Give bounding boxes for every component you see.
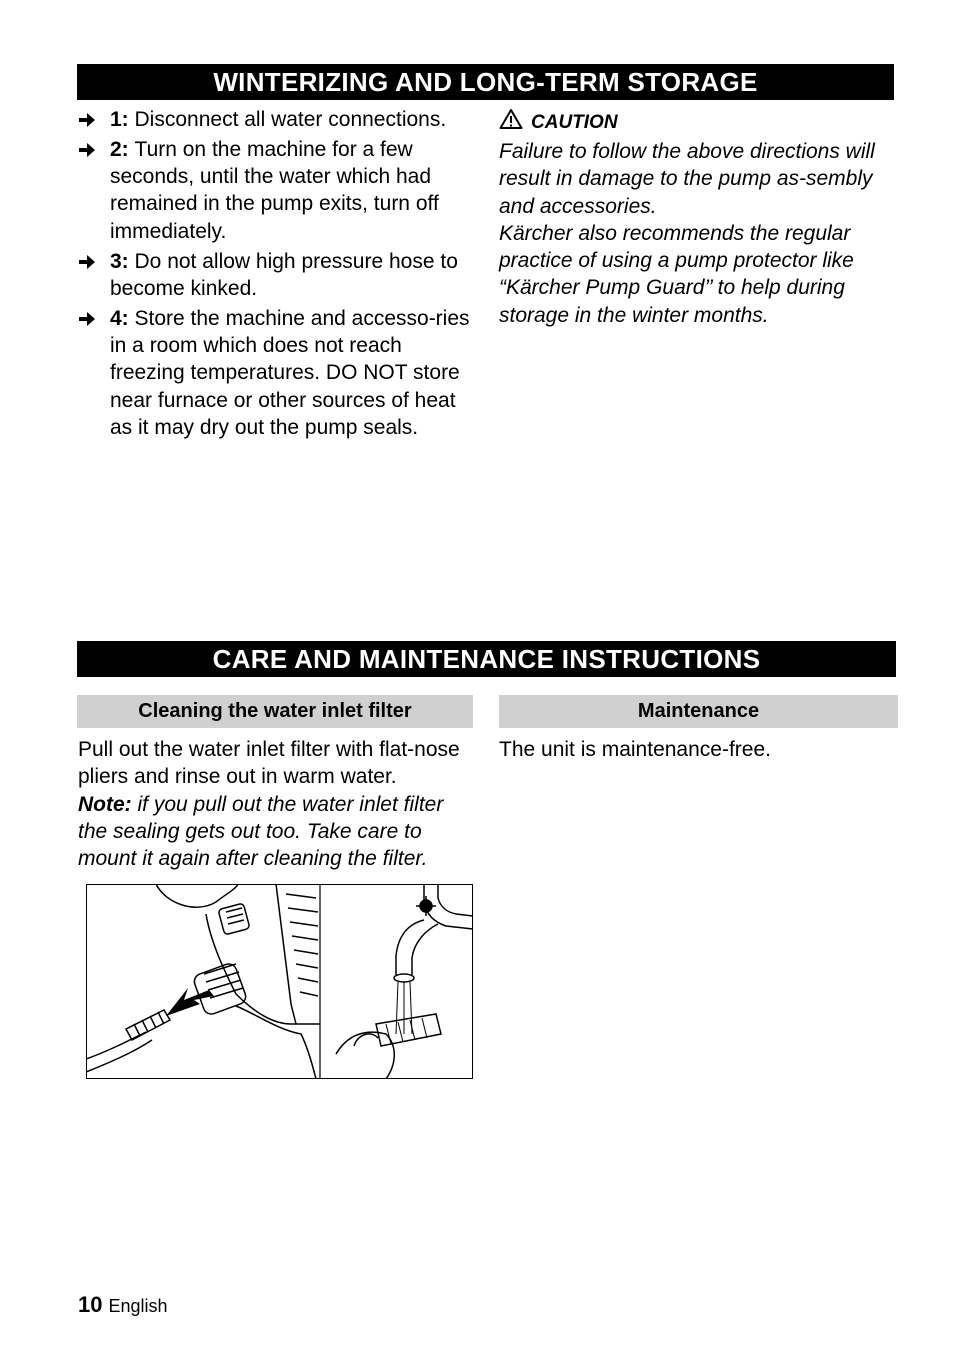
page-footer xyxy=(78,1292,168,1318)
list-item xyxy=(78,305,478,441)
subheading-maintenance: Maintenance xyxy=(499,695,898,728)
arrow-right-icon xyxy=(78,248,100,270)
list-item xyxy=(78,248,478,303)
arrow-right-icon xyxy=(78,106,100,128)
step-text: Store the machine and accesso-ries in a room which does not reach freezing temperatures. DO NOT store near furnace or other sources of heat as it may dry out the pump seals. xyxy=(110,306,470,440)
caution-recommendation: Kärcher also recommends the regular practice of using a pump protector like “Kärcher Pump Guard’’ to help during storage in the winter months. xyxy=(499,221,854,327)
maintenance-text: The unit is maintenance-free. xyxy=(499,738,771,761)
page-number: 10 xyxy=(78,1292,103,1317)
filter-note xyxy=(78,791,478,873)
list-item xyxy=(78,136,478,245)
filter-cleaning-illustration xyxy=(86,884,473,1079)
filter-text: Pull out the water inlet filter with flat-nose pliers and rinse out in warm water. xyxy=(78,738,460,789)
list-item xyxy=(78,106,478,133)
caution-label: CAUTION xyxy=(531,112,618,134)
caution-heading xyxy=(499,108,894,138)
steps-list xyxy=(78,106,478,444)
section-title-winterizing: WINTERIZING AND LONG-TERM STORAGE xyxy=(77,64,894,100)
caution-text: Failure to follow the above directions will result in damage to the pump as-sembly and accessories. xyxy=(499,140,875,218)
step-number: 3: xyxy=(110,249,135,273)
arrow-right-icon xyxy=(78,305,100,327)
step-text: Do not allow high pressure hose to become kinked. xyxy=(110,249,458,300)
subheading-filter: Cleaning the water inlet filter xyxy=(77,695,473,728)
warning-triangle-icon xyxy=(499,108,523,138)
note-label: Note: xyxy=(78,792,132,816)
filter-instructions xyxy=(78,736,478,872)
step-number: 4: xyxy=(110,306,135,330)
footer-language: English xyxy=(108,1296,168,1316)
step-text: Turn on the machine for a few seconds, until the water which had remained in the pump exits, turn off immediately. xyxy=(110,137,439,243)
step-number: 2: xyxy=(110,137,135,161)
arrow-right-icon xyxy=(78,136,100,158)
caution-box xyxy=(499,108,894,329)
section-title-care: CARE AND MAINTENANCE INSTRUCTIONS xyxy=(77,641,896,677)
step-number: 1: xyxy=(110,108,135,131)
note-text: if you pull out the water inlet filter the sealing gets out too. Take care to mount it again after cleaning the filter. xyxy=(78,792,444,871)
step-text: Disconnect all water connections. xyxy=(134,108,447,131)
